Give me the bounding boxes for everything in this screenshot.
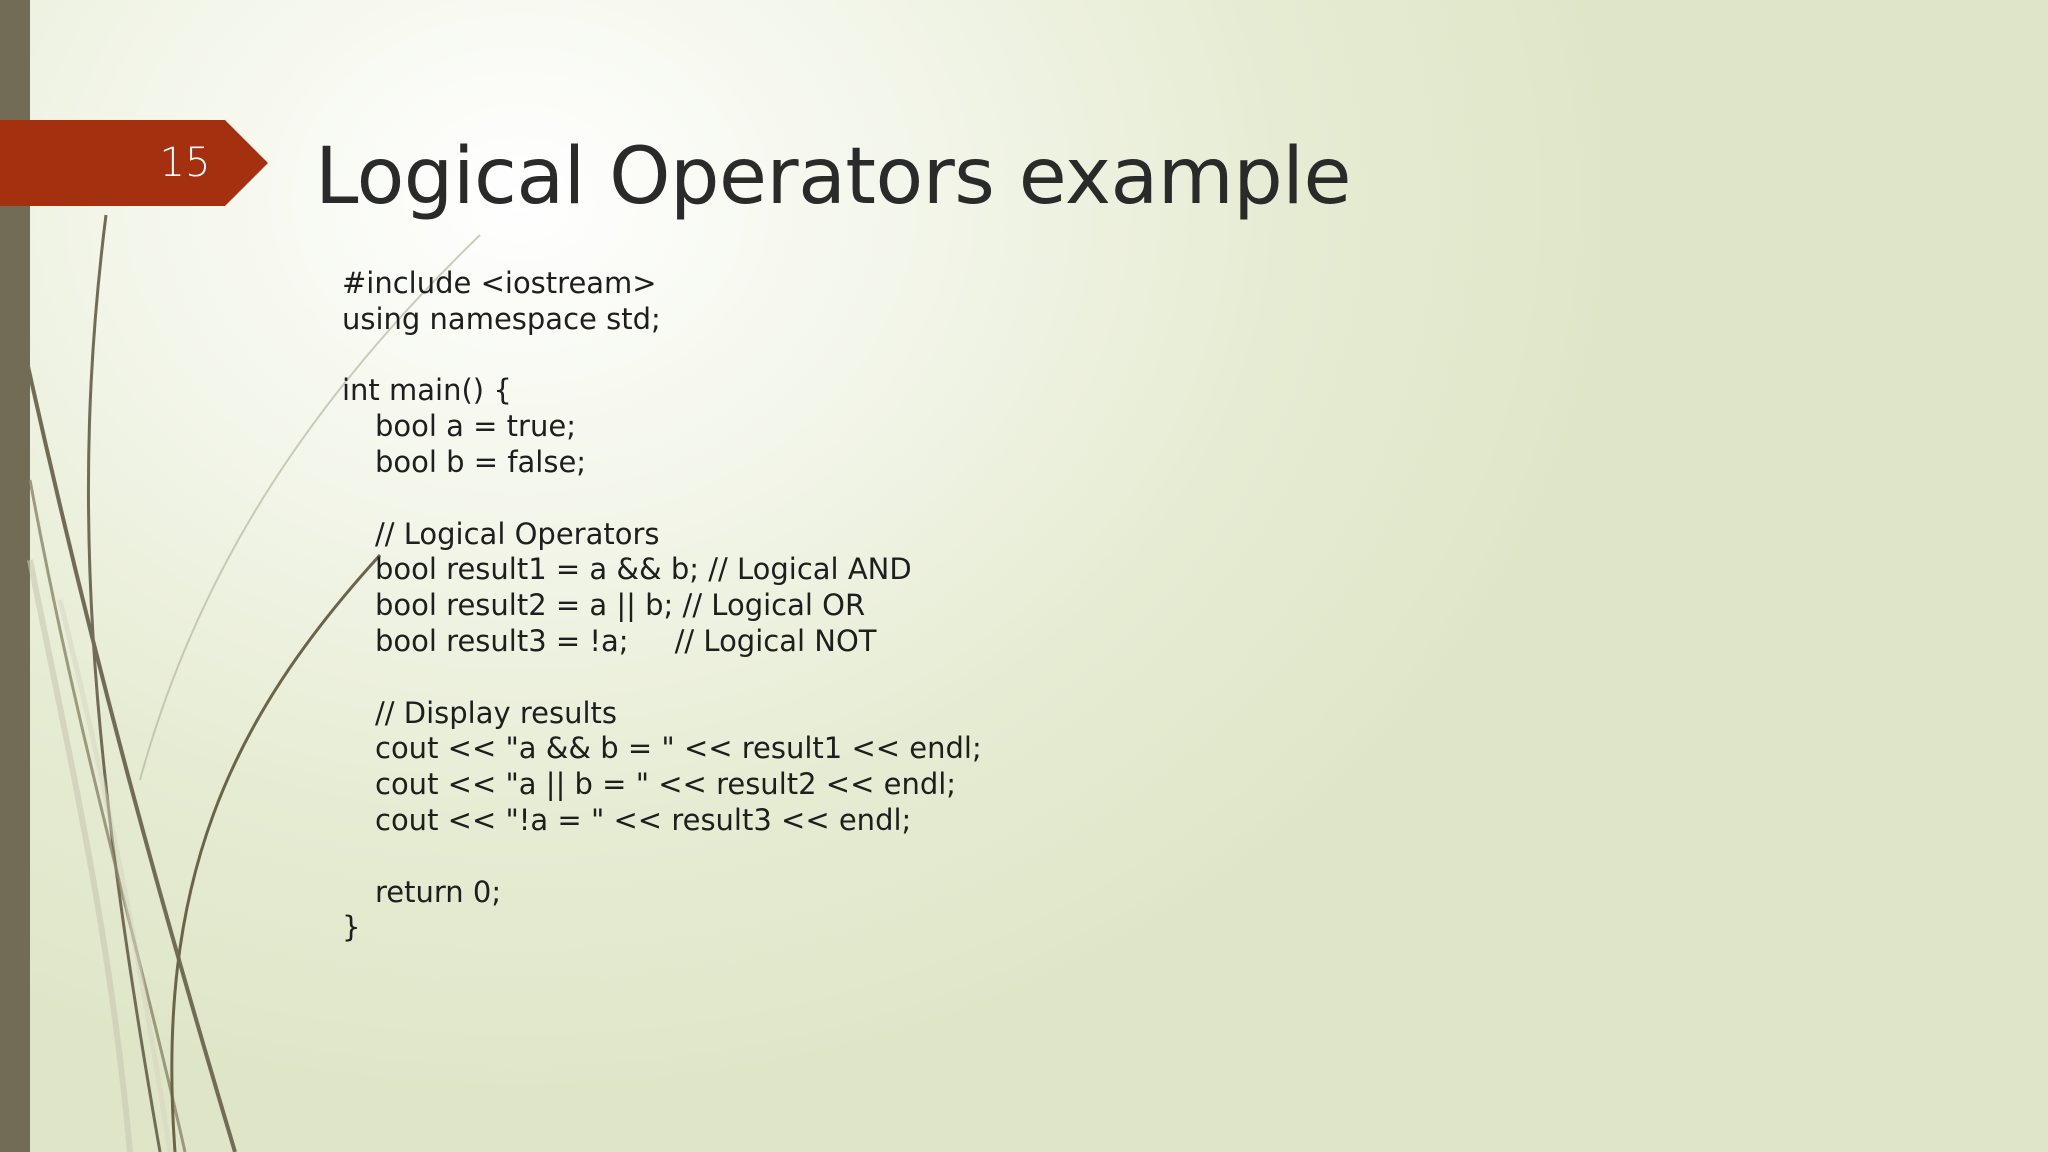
code-line: bool a = true;: [375, 409, 576, 444]
code-line: // Display results: [375, 695, 618, 730]
code-line: // Logical Operators: [375, 516, 660, 551]
slide-number: 15: [159, 140, 211, 186]
code-line: return 0;: [375, 874, 502, 909]
code-block: [342, 266, 982, 946]
code-line: [342, 660, 982, 696]
code-line: cout << "a || b = " << result2 << endl;: [375, 767, 957, 802]
slide-number-tab: [0, 120, 270, 206]
code-line: bool b = false;: [375, 444, 587, 479]
code-line: cout << "!a = " << result3 << endl;: [375, 802, 912, 837]
code-line: using namespace std;: [342, 301, 661, 336]
code-line: bool result3 = !a; // Logical NOT: [375, 623, 877, 658]
code-line: [342, 839, 982, 875]
code-line: bool result2 = a || b; // Logical OR: [375, 588, 866, 623]
code-line: [342, 338, 982, 374]
code-line: [342, 481, 982, 517]
code-line: }: [342, 910, 361, 945]
code-line: #include <iostream>: [342, 266, 657, 300]
code-line: bool result1 = a && b; // Logical AND: [375, 552, 912, 587]
code-line: cout << "a && b = " << result1 << endl;: [375, 731, 982, 766]
code-line: int main() {: [342, 373, 512, 408]
slide-title: Logical Operators example: [315, 132, 1351, 222]
